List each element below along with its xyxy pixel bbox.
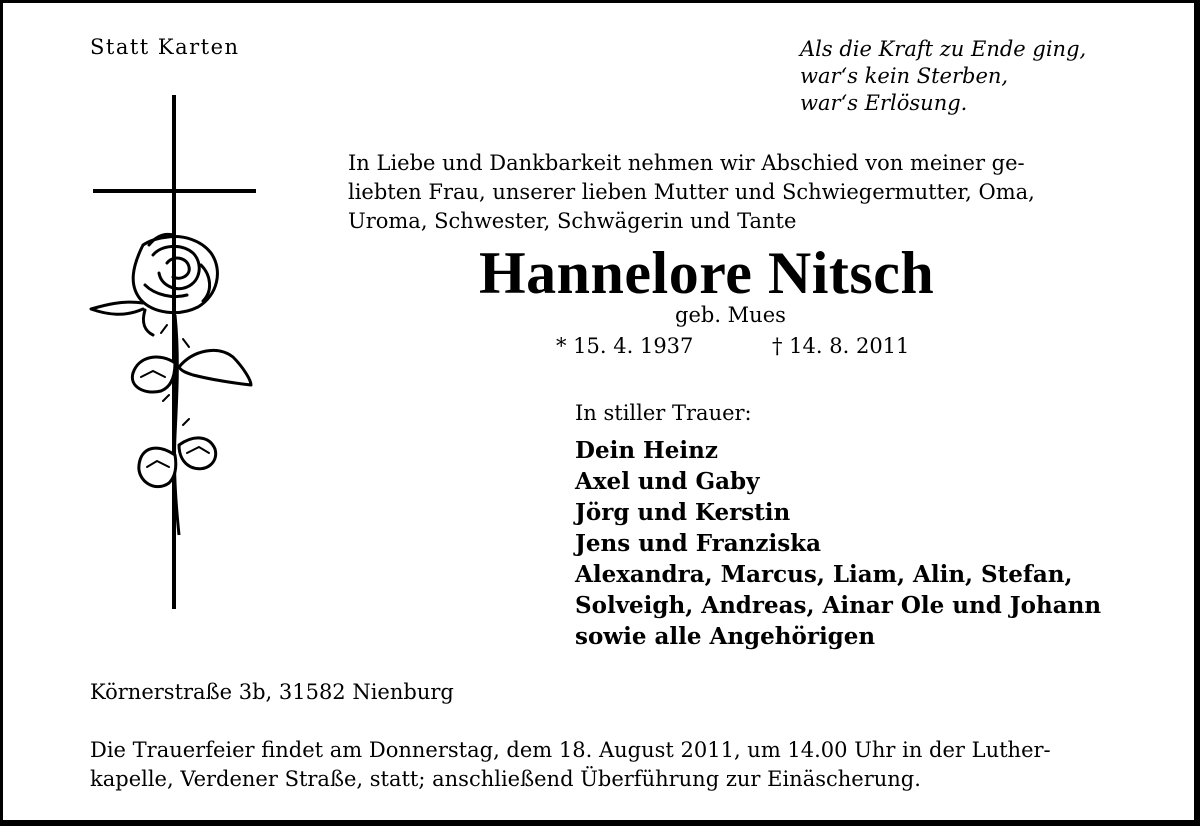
mourner-line: Solveigh, Andreas, Ainar Ole und Johann xyxy=(575,592,1102,619)
poem xyxy=(800,36,1086,117)
address: Körnerstraße 3b, 31582 Nienburg xyxy=(90,680,454,704)
deceased-name: Hannelore Nitsch xyxy=(479,240,935,306)
intro-line: Uroma, Schwester, Schwägerin und Tante xyxy=(348,209,797,233)
mourner-line: sowie alle Angehörigen xyxy=(575,623,876,650)
intro-text xyxy=(348,149,1035,236)
mourner-line: Dein Heinz xyxy=(575,437,718,464)
birth-name: geb. Mues xyxy=(675,303,786,327)
poem-line: war‘s Erlösung. xyxy=(800,91,968,115)
statt-karten-label: Statt Karten xyxy=(90,35,240,59)
funeral-line: Die Trauerfeier findet am Donnerstag, dem 18. August 2011, um 14.00 Uhr in der Luther- xyxy=(90,738,1051,762)
funeral-notice xyxy=(90,736,1051,794)
intro-line: liebten Frau, unserer lieben Mutter und Schwiegermutter, Oma, xyxy=(348,180,1035,204)
birth-date: * 15. 4. 1937 xyxy=(556,334,694,358)
life-dates xyxy=(556,334,910,358)
mourner-line: Jens und Franziska xyxy=(575,530,821,557)
funeral-line: kapelle, Verdener Straße, statt; anschließend Überführung zur Einäscherung. xyxy=(90,767,921,791)
mourners-list xyxy=(575,435,1101,652)
death-date: † 14. 8. 2011 xyxy=(772,334,910,358)
mourner-line: Alexandra, Marcus, Liam, Alin, Stefan, xyxy=(575,561,1073,588)
mourning-heading: In stiller Trauer: xyxy=(575,401,752,425)
poem-line: war‘s kein Sterben, xyxy=(800,64,1009,88)
mourner-line: Jörg und Kerstin xyxy=(575,499,791,526)
poem-line: Als die Kraft zu Ende ging, xyxy=(800,37,1087,61)
cross-with-rose-icon xyxy=(83,95,273,615)
intro-line: In Liebe und Dankbarkeit nehmen wir Abschied von meiner ge- xyxy=(348,151,1025,175)
mourner-line: Axel und Gaby xyxy=(575,468,760,495)
